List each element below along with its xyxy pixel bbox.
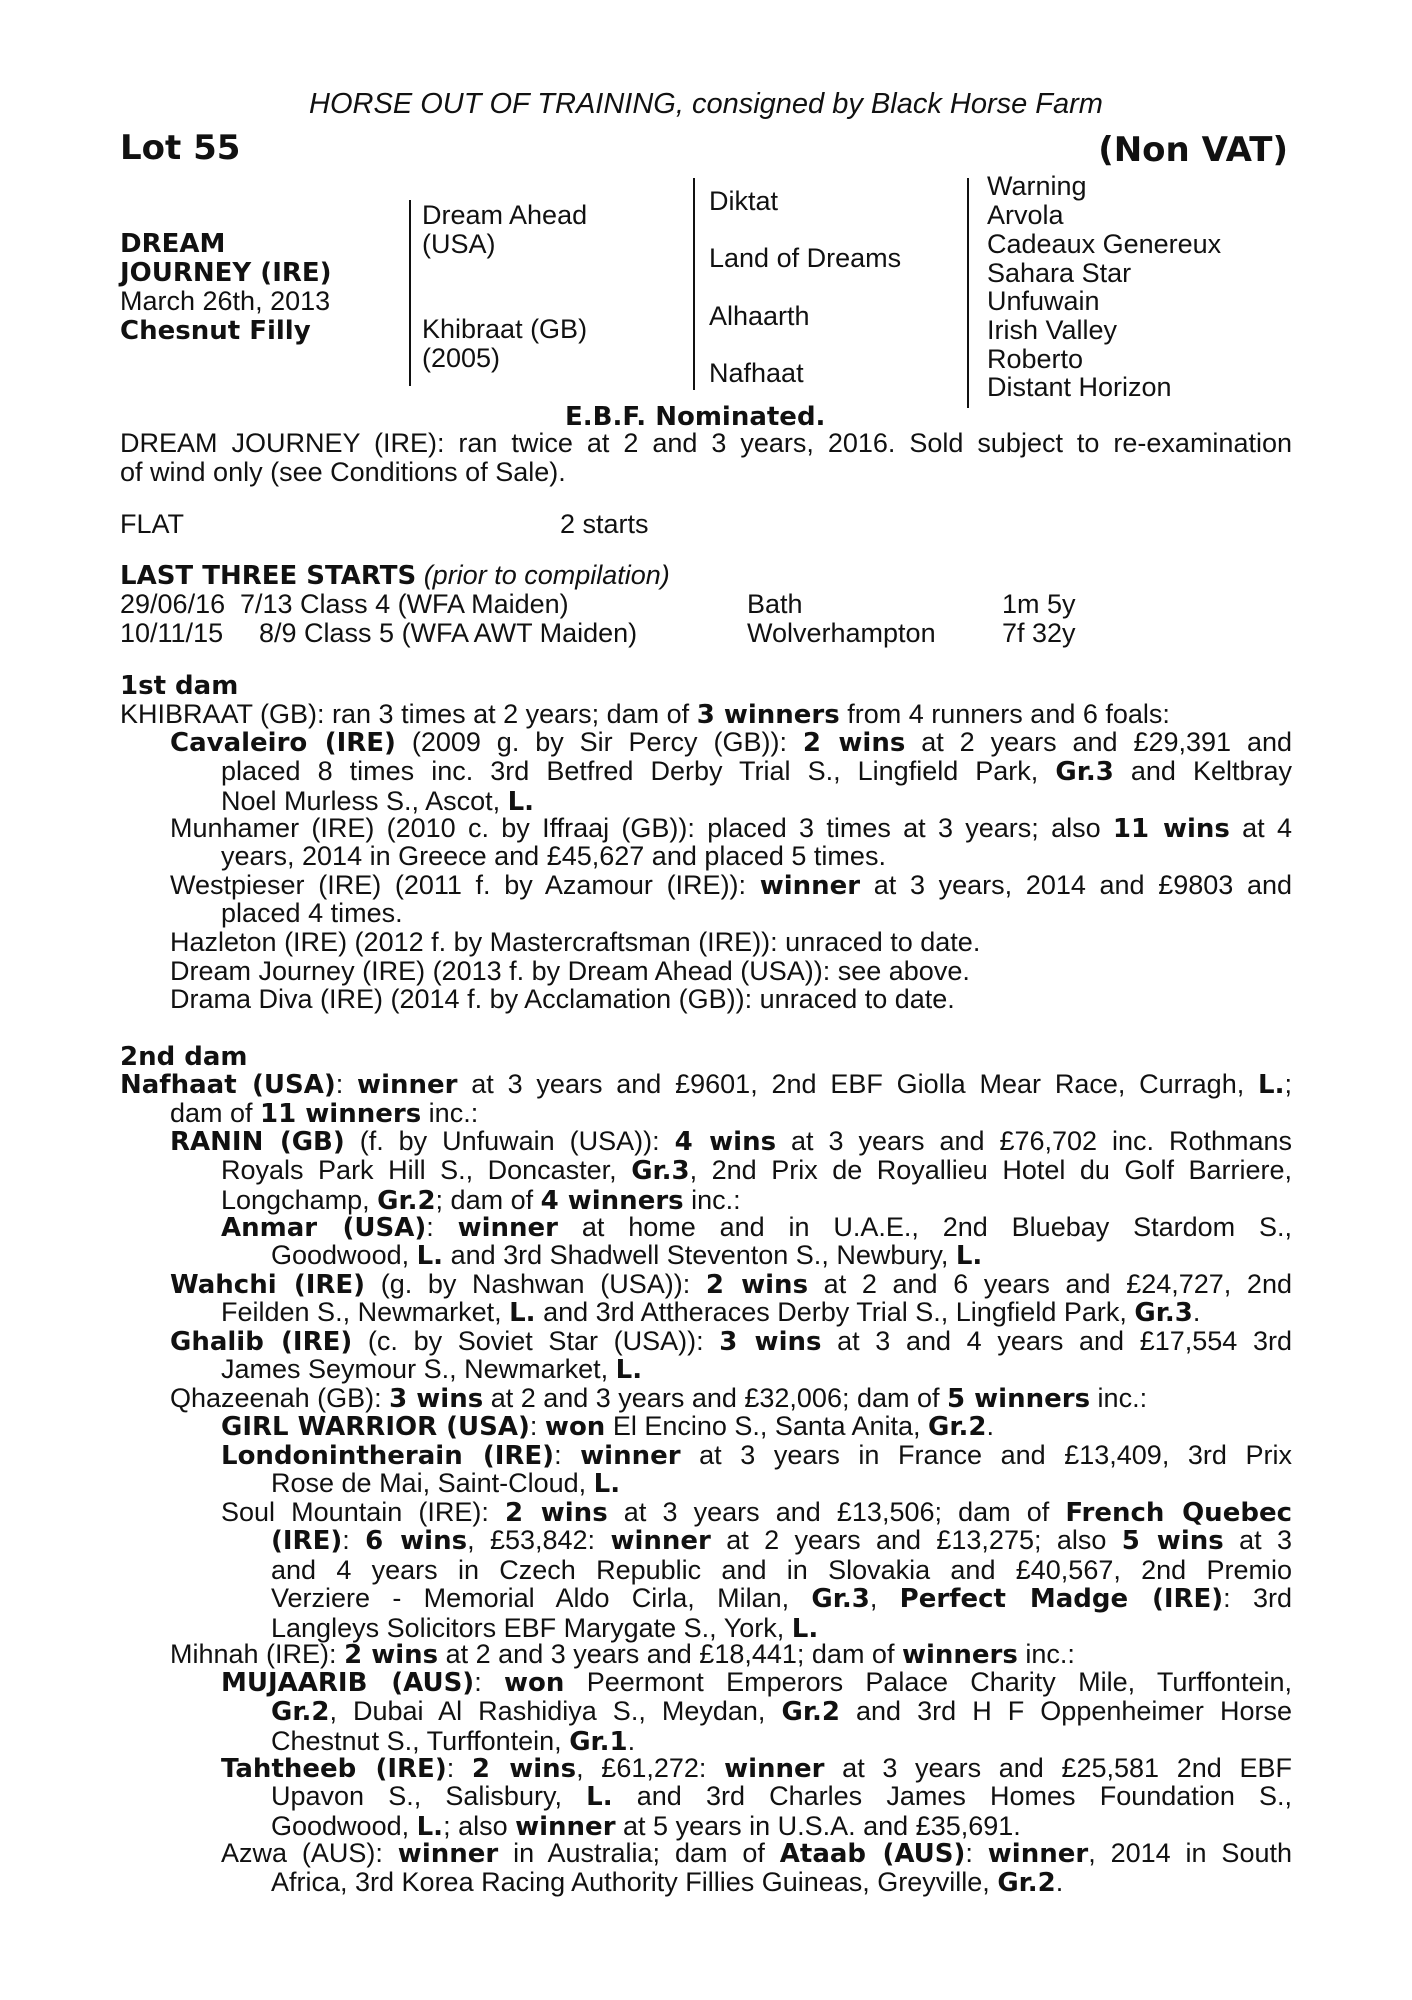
dam-year: (2005) bbox=[422, 343, 501, 373]
horse-name-line1: DREAM bbox=[120, 229, 226, 259]
produce-ranin-cont: Royals Park Hill S., Doncaster, Gr.3, 2nd Prix de Royallieu Hotel du Golf Barriere, Longchamp, Gr.2; dam of 4 winners inc.: bbox=[221, 1155, 1292, 1216]
last-starts-note: (prior to compilation) bbox=[423, 560, 670, 590]
sire-name: Dream Ahead bbox=[422, 200, 588, 230]
first-dam-heading: 1st dam bbox=[120, 671, 239, 701]
produce-girl-warrior: GIRL WARRIOR (USA): won El Encino S., Santa Anita, Gr.2. bbox=[221, 1411, 994, 1442]
start-1-course: Bath bbox=[747, 589, 803, 619]
second-dam-nafhaat: Nafhaat (USA): winner at 3 years and £9601, 2nd EBF Giolla Mear Race, Curragh, L.; bbox=[120, 1069, 1292, 1100]
pedigree-gen3-1: Warning bbox=[987, 171, 1087, 201]
record-starts: 2 starts bbox=[560, 509, 649, 539]
produce-wahchi-cont: Feilden S., Newmarket, L. and 3rd Attheraces Derby Trial S., Lingfield Park, Gr.3. bbox=[221, 1297, 1201, 1328]
record-type: FLAT bbox=[120, 509, 185, 539]
produce-soul-mountain-cont: (IRE): 6 wins, £53,842: winner at 2 years and £13,275; also 5 wins at 3 and 4 years in Czech Republic and in Slovakia and £40,567, 2nd Premio Verziere - Memorial Aldo Cirla, Milan, Gr.3, Perfect Madge (IRE): 3rd Langleys Solicitors EBF Marygate S., York, L. bbox=[271, 1525, 1293, 1644]
pedigree-gen2-2: Land of Dreams bbox=[709, 243, 902, 273]
second-dam-heading: 2nd dam bbox=[120, 1042, 248, 1072]
last-starts-heading bbox=[120, 561, 670, 591]
dam-name: Khibraat (GB) bbox=[422, 314, 588, 344]
pedigree-gen3-7: Roberto bbox=[987, 344, 1084, 374]
summary-line-1: DREAM JOURNEY (IRE): ran twice at 2 and 3 years, 2016. Sold subject to re-examination bbox=[120, 428, 1292, 458]
pedigree-bracket-3 bbox=[967, 178, 969, 408]
vat-status: (Non VAT) bbox=[1098, 130, 1288, 170]
second-dam-nafhaat-cont: dam of 11 winners inc.: bbox=[170, 1098, 479, 1129]
produce-tahtheeb: Tahtheeb (IRE): 2 wins, £61,272: winner at 3 years and £25,581 2nd EBF bbox=[221, 1753, 1292, 1784]
produce-soul-mountain: Soul Mountain (IRE): 2 wins at 3 years and £13,506; dam of French Quebec bbox=[221, 1497, 1292, 1528]
produce-ghalib-cont: James Seymour S., Newmarket, L. bbox=[221, 1354, 643, 1385]
summary-line-2: of wind only (see Conditions of Sale). bbox=[120, 456, 566, 487]
produce-azwa-cont: Africa, 3rd Korea Racing Authority Fillies Guineas, Greyville, Gr.2. bbox=[271, 1867, 1064, 1898]
produce-wahchi: Wahchi (IRE) (g. by Nashwan (USA)): 2 wins at 2 and 6 years and £24,727, 2nd bbox=[170, 1269, 1292, 1300]
start-1-date: 29/06/16 bbox=[120, 589, 226, 619]
start-2-date: 10/11/15 bbox=[120, 618, 224, 648]
horse-sex: Chesnut Filly bbox=[120, 316, 311, 346]
first-dam-produce-westpieser: Westpieser (IRE) (2011 f. by Azamour (IRE)): winner at 3 years, 2014 and £9803 and bbox=[170, 870, 1292, 901]
produce-mujaarib-cont: Gr.2, Dubai Al Rashidiya S., Meydan, Gr.2 and 3rd H F Oppenheimer Horse Chestnut S., Turffontein, Gr.1. bbox=[271, 1696, 1292, 1757]
first-dam-produce-rest bbox=[170, 928, 980, 1014]
first-dam-produce-munhamer-cont: years, 2014 in Greece and £45,627 and placed 5 times. bbox=[221, 841, 886, 871]
pedigree-gen2-3: Alhaarth bbox=[709, 301, 810, 331]
last-starts-title: LAST THREE STARTS bbox=[120, 561, 417, 591]
lot-number: Lot 55 bbox=[120, 128, 241, 168]
first-dam-produce-cavaleiro: Cavaleiro (IRE) (2009 g. by Sir Percy (GB)): 2 wins at 2 years and £29,391 and bbox=[170, 727, 1292, 758]
start-1-distance: 1m 5y bbox=[1002, 589, 1076, 619]
produce-anmar-cont: Goodwood, L. and 3rd Shadwell Steventon S., Newbury, L. bbox=[271, 1240, 983, 1271]
pedigree-gen3-6: Irish Valley bbox=[987, 315, 1118, 345]
produce-anmar: Anmar (USA): winner at home and in U.A.E., 2nd Bluebay Stardom S., bbox=[221, 1212, 1293, 1243]
pedigree-gen3-8: Distant Horizon bbox=[987, 372, 1172, 402]
pedigree-bracket-1 bbox=[409, 200, 411, 386]
horse-name-line2: JOURNEY (IRE) bbox=[120, 258, 332, 288]
produce-londonintherain: Londonintherain (IRE): winner at 3 years in France and £13,409, 3rd Prix bbox=[221, 1440, 1292, 1471]
start-2-course: Wolverhampton bbox=[747, 618, 936, 648]
produce-mujaarib: MUJAARIB (AUS): won Peermont Emperors Palace Charity Mile, Turffontein, bbox=[221, 1667, 1292, 1698]
produce-hazleton: Hazleton (IRE) (2012 f. by Mastercraftsman (IRE)): unraced to date. bbox=[170, 927, 981, 957]
produce-mihnah: Mihnah (IRE): 2 wins at 2 and 3 years and £18,441; dam of winners inc.: bbox=[170, 1639, 1075, 1670]
produce-ghalib: Ghalib (IRE) (c. by Soviet Star (USA)): 3 wins at 3 and 4 years and £17,554 3rd bbox=[170, 1326, 1292, 1357]
produce-qhazeenah: Qhazeenah (GB): 3 wins at 2 and 3 years and £32,006; dam of 5 winners inc.: bbox=[170, 1383, 1148, 1414]
ebf-nominated: E.B.F. Nominated. bbox=[565, 402, 826, 432]
pedigree-gen3-2: Arvola bbox=[987, 200, 1064, 230]
produce-londonintherain-cont: Rose de Mai, Saint-Cloud, L. bbox=[271, 1468, 621, 1499]
first-dam-produce-cavaleiro-cont: placed 8 times inc. 3rd Betfred Derby Trial S., Lingfield Park, Gr.3 and Keltbray Noel Murless S., Ascot, L. bbox=[221, 756, 1292, 817]
pedigree-gen3-3: Cadeaux Genereux bbox=[987, 229, 1222, 259]
horse-dob: March 26th, 2013 bbox=[120, 286, 331, 316]
produce-ranin: RANIN (GB) (f. by Unfuwain (USA)): 4 wins at 3 years and £76,702 inc. Rothmans bbox=[170, 1126, 1293, 1157]
pedigree-gen2-1: Diktat bbox=[709, 186, 779, 216]
pedigree-gen3-4: Sahara Star bbox=[987, 258, 1132, 288]
horse-summary bbox=[120, 429, 1292, 486]
first-dam-intro: KHIBRAAT (GB): ran 3 times at 2 years; dam of 3 winners from 4 runners and 6 foals: bbox=[120, 699, 1170, 730]
start-2-distance: 7f 32y bbox=[1002, 618, 1076, 648]
pedigree-bracket-2 bbox=[693, 178, 695, 390]
start-1-result: 7/13 Class 4 (WFA Maiden) bbox=[240, 589, 569, 619]
produce-drama-diva: Drama Diva (IRE) (2014 f. by Acclamation (GB)): unraced to date. bbox=[170, 984, 955, 1014]
produce-dream-journey: Dream Journey (IRE) (2013 f. by Dream Ahead (USA)): see above. bbox=[170, 955, 970, 986]
consignment-line: HORSE OUT OF TRAINING, consigned by Black Horse Farm bbox=[309, 88, 1103, 120]
pedigree-gen3-5: Unfuwain bbox=[987, 286, 1100, 316]
produce-azwa: Azwa (AUS): winner in Australia; dam of Ataab (AUS): winner, 2014 in South bbox=[221, 1838, 1292, 1869]
start-2-result: 8/9 Class 5 (WFA AWT Maiden) bbox=[259, 618, 638, 648]
first-dam-produce-westpieser-cont: placed 4 times. bbox=[221, 898, 403, 928]
sire-origin: (USA) bbox=[422, 229, 496, 259]
first-dam-produce-munhamer: Munhamer (IRE) (2010 c. by Iffraaj (GB)): placed 3 times at 3 years; also 11 wins at 4 bbox=[170, 813, 1292, 844]
produce-tahtheeb-cont: Upavon S., Salisbury, L. and 3rd Charles James Homes Foundation S., Goodwood, L.; also winner at 5 years in U.S.A. and £35,691. bbox=[271, 1781, 1293, 1842]
pedigree-gen2-4: Nafhaat bbox=[709, 358, 804, 388]
